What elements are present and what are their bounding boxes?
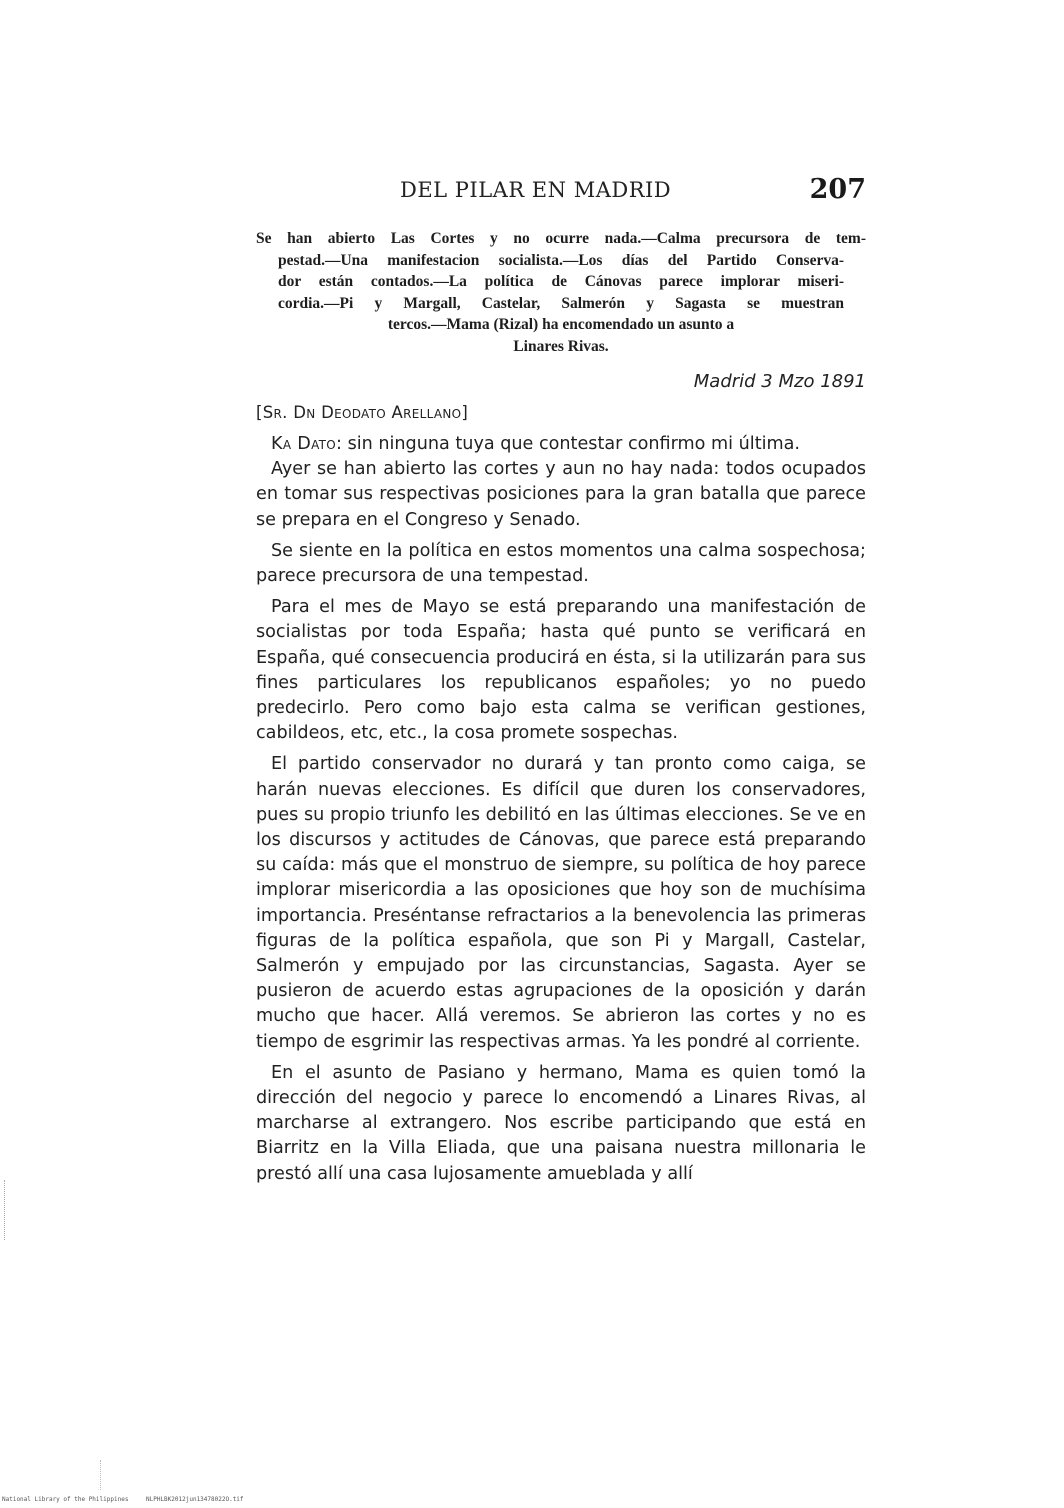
paragraph: El partido conservador no durará y tan pronto como caiga, se harán nuevas elecciones. Es difícil que duren los conservadores, pues su propio triunfo les debilitó en las últimas elecciones. Se ve en los discursos y actitudes de Cánovas, que parece está preparando su caída: más que el monstruo de siempre, su política de hoy parece implorar misericordia a las oposiciones que hoy son de muchísima importancia. Preséntanse refractarios a la benevolencia las primeras figuras de la política española, que son Pi y Margall, Castelar, Salmerón y empujado por las circunstancias, Sagasta. Ayer se pusieron de acuerdo estas agrupaciones de la oposición y darán mucho que hacer. Allá veremos. Se abrieron las cortes y no es tiempo de esgrimir las respectivas armas. Ya les pondré al corriente. xyxy=(256,754,866,1052)
paragraph xyxy=(256,432,866,457)
scan-artifact xyxy=(100,1460,103,1490)
letter-body xyxy=(256,432,866,1187)
summary-line: Se han abierto Las Cortes y no ocurre nada.—Calma precursora de tem- xyxy=(256,230,866,247)
salutation: Ka Dato xyxy=(271,434,337,454)
chapter-summary xyxy=(256,228,866,357)
summary-line: cordia.—Pi y Margall, Castelar, Salmerón y Sagasta se muestran xyxy=(278,294,844,312)
file-code-footer: NLPHLBK2012jun13478022O.tif xyxy=(146,1496,244,1503)
paragraph: Ayer se han abierto las cortes y aun no hay nada: todos ocupados en tomar sus respectivas posiciones para la gran batalla que parece se prepara en el Congreso y Senado. xyxy=(256,459,866,530)
paragraph: En el asunto de Pasiano y hermano, Mama es quien tomó la dirección del negocio y parece lo encomendó a Linares Rivas, al marcharse al extrangero. Nos escribe participando que está en Biarritz en la Villa Eliada, que una paisana nuestra millonaria le prestó allí una casa lujosamente amueblada y allí xyxy=(256,1062,866,1184)
running-head xyxy=(256,176,866,212)
letter-dateline: Madrid 3 Mzo 1891 xyxy=(693,371,866,392)
summary-line: Linares Rivas. xyxy=(513,337,609,355)
summary-line: pestad.—Una manifestacion socialista.—Los días del Partido Conserva- xyxy=(278,251,844,269)
summary-line: tercos.—Mama (Rizal) ha encomendado un asunto a xyxy=(387,316,735,333)
running-title: DEL PILAR EN MADRID xyxy=(400,178,672,202)
page-number: 207 xyxy=(809,174,866,205)
paragraph: Para el mes de Mayo se está preparando una manifestación de socialistas por toda España; hasta qué punto se verificará en España, qué consecuencia producirá en ésta, si la utilizarán para sus fines particulares los republicanos españoles; yo no puedo predecirlo. Pero como bajo esta calma se verifican gestiones, cabildeos, etc, etc., la cosa promete sospechas. xyxy=(256,597,866,744)
letter-recipient: [Sr. Dn Deodato Arellano] xyxy=(256,403,469,422)
paragraph: Se siente en la política en estos momentos una calma sospechosa; parece precursora de una tempestad. xyxy=(256,540,866,587)
scan-artifact xyxy=(4,1180,7,1240)
summary-line: dor están contados.—La política de Cánovas parece implorar miseri- xyxy=(278,273,844,290)
paragraph-text: : sin ninguna tuya que contestar confirmo mi última. xyxy=(336,434,800,454)
library-footer: National Library of the Philippines xyxy=(2,1496,129,1503)
